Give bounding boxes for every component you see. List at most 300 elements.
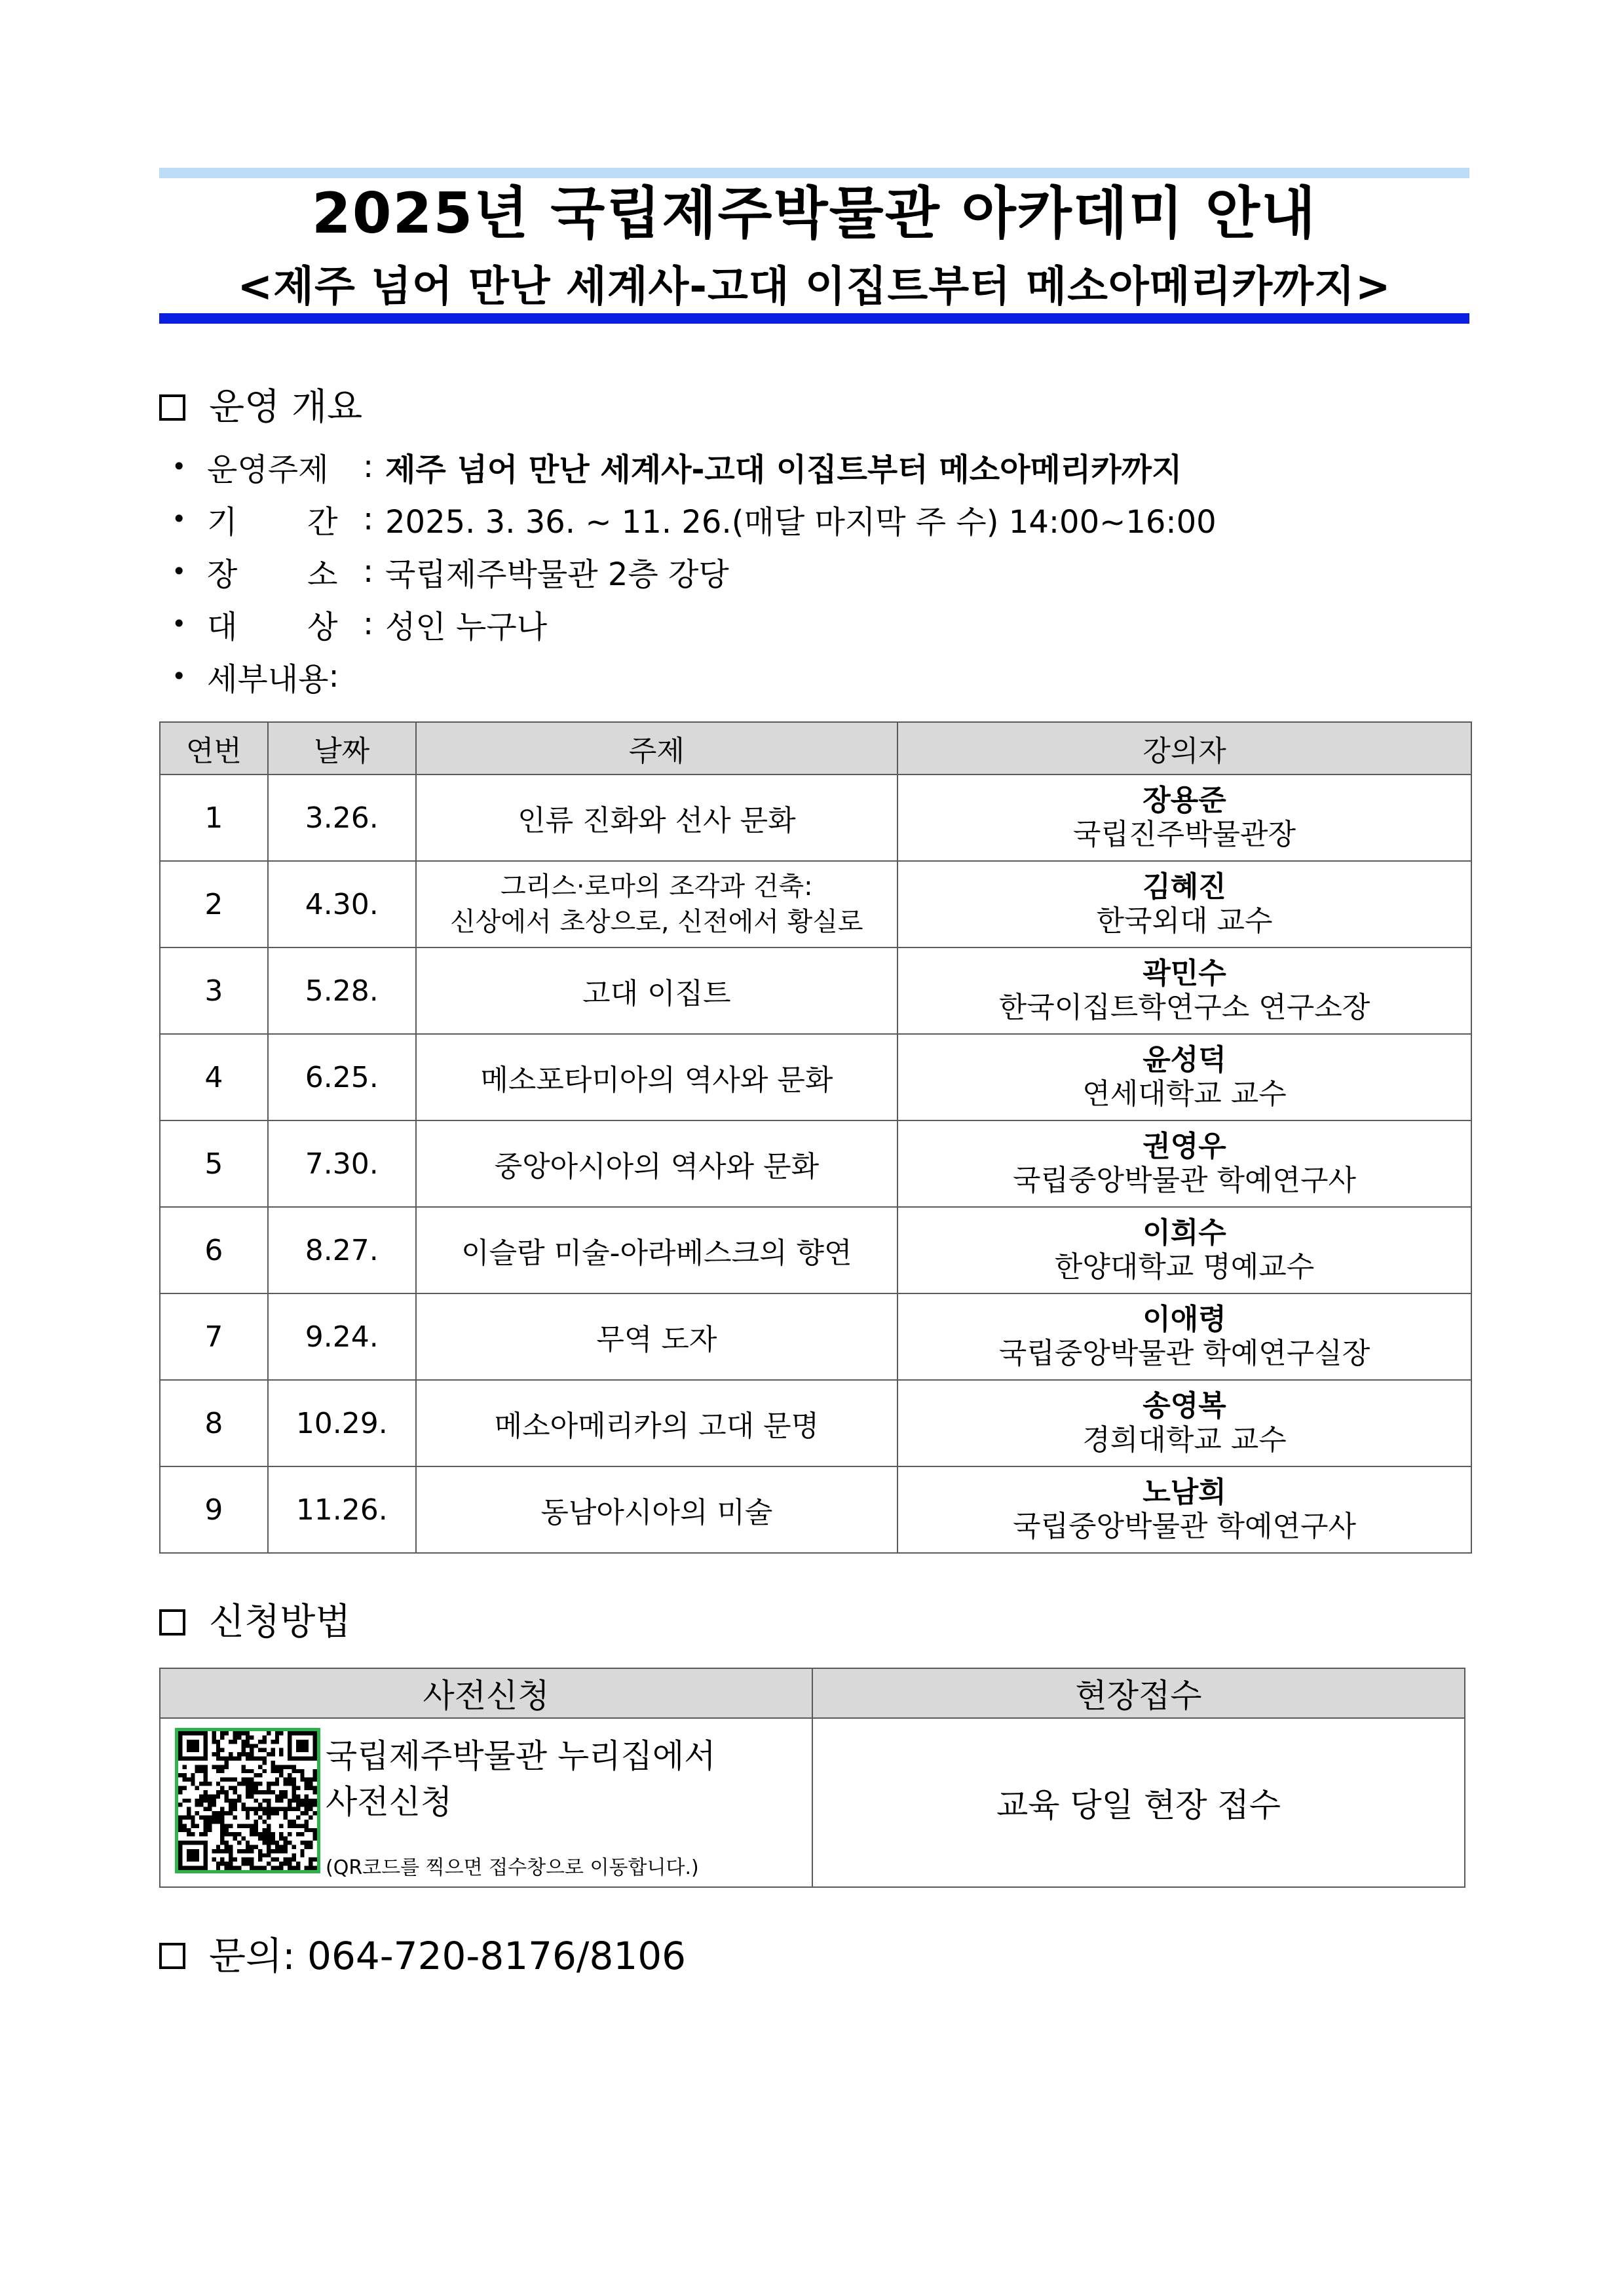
qr-module <box>204 1794 208 1798</box>
qr-module <box>313 1740 317 1744</box>
overview-colon: : <box>363 448 374 485</box>
qr-module <box>233 1866 237 1870</box>
qr-module <box>241 1778 245 1782</box>
qr-module <box>309 1858 312 1862</box>
qr-module <box>195 1841 199 1845</box>
overview-item-place <box>172 545 1469 598</box>
overview-colon: : <box>328 658 339 695</box>
contact-phone[interactable]: 064-720-8176/8106 <box>307 1934 687 1978</box>
lecturer-name: 권영우 <box>1142 1130 1226 1163</box>
cell-topic: 중앙아시아의 역사와 문화 <box>416 1120 897 1207</box>
cell-no: 3 <box>160 947 268 1034</box>
qr-module <box>216 1782 220 1786</box>
qr-module <box>258 1837 262 1841</box>
qr-module <box>220 1731 224 1735</box>
qr-module <box>262 1832 266 1836</box>
qr-module <box>225 1731 229 1735</box>
overview-label: 장 소 <box>207 556 338 593</box>
qr-module <box>241 1862 245 1866</box>
qr-module <box>262 1799 266 1803</box>
qr-module <box>241 1824 245 1827</box>
qr-module <box>267 1799 271 1803</box>
qr-module <box>267 1862 271 1866</box>
qr-module <box>262 1740 266 1744</box>
qr-module <box>216 1757 220 1761</box>
qr-module <box>220 1862 224 1866</box>
qr-module <box>309 1731 312 1735</box>
lecturer-name: 김혜진 <box>1142 870 1226 904</box>
bullet-dot-icon: • <box>172 662 187 691</box>
qr-module <box>267 1828 271 1832</box>
qr-module <box>305 1828 309 1832</box>
qr-module <box>220 1820 224 1824</box>
qr-module <box>296 1744 300 1748</box>
qr-module <box>195 1866 199 1870</box>
square-bullet-icon <box>159 1609 185 1636</box>
table-row <box>160 1293 1471 1380</box>
pre-registration-cell <box>160 1718 812 1887</box>
qr-module <box>254 1757 258 1761</box>
qr-module <box>178 1752 182 1756</box>
qr-module <box>212 1803 216 1807</box>
qr-module <box>237 1782 241 1786</box>
qr-module <box>267 1790 271 1794</box>
qr-module <box>191 1773 195 1777</box>
qr-module <box>288 1807 292 1811</box>
qr-module <box>216 1740 220 1744</box>
table-row <box>160 1207 1471 1293</box>
qr-module <box>208 1815 212 1819</box>
square-bullet-icon <box>159 394 185 421</box>
qr-module <box>229 1757 233 1761</box>
qr-module <box>204 1824 208 1827</box>
qr-module <box>195 1853 199 1857</box>
qr-module <box>208 1799 212 1803</box>
qr-module <box>220 1832 224 1836</box>
qr-module <box>288 1803 292 1807</box>
qr-module <box>292 1799 295 1803</box>
qr-module <box>178 1815 182 1819</box>
qr-module <box>241 1752 245 1756</box>
qr-module <box>275 1794 279 1798</box>
qr-module <box>292 1858 295 1862</box>
qr-module <box>220 1811 224 1815</box>
qr-module <box>305 1811 309 1815</box>
cell-topic: 메소포타미아의 역사와 문화 <box>416 1034 897 1120</box>
overview-colon: : <box>363 553 374 590</box>
qr-module <box>182 1799 186 1803</box>
qr-module <box>187 1858 191 1862</box>
qr-note: (QR코드를 찍으면 접수창으로 이동합니다.) <box>326 1856 699 1879</box>
qr-module <box>233 1735 237 1739</box>
qr-module <box>305 1731 309 1735</box>
qr-module <box>292 1778 295 1782</box>
qr-module <box>199 1794 203 1798</box>
qr-module <box>216 1769 220 1773</box>
qr-module <box>250 1832 254 1836</box>
cell-date: 9.24. <box>268 1293 416 1380</box>
qr-module <box>267 1782 271 1786</box>
lecturer-name: 노남희 <box>1142 1476 1226 1509</box>
qr-module <box>292 1790 295 1794</box>
qr-module <box>279 1752 283 1756</box>
qr-module <box>284 1790 288 1794</box>
qr-module <box>309 1866 312 1870</box>
qr-module <box>284 1837 288 1841</box>
qr-module <box>187 1811 191 1815</box>
qr-module <box>246 1769 250 1773</box>
qr-module <box>233 1815 237 1819</box>
cell-no: 5 <box>160 1120 268 1207</box>
cell-topic: 고대 이집트 <box>416 947 897 1034</box>
qr-module <box>258 1765 262 1769</box>
qr-module <box>305 1757 309 1761</box>
qr-module <box>284 1815 288 1819</box>
qr-module <box>275 1740 279 1744</box>
qr-module <box>212 1811 216 1815</box>
cell-lecturer <box>897 1034 1471 1120</box>
qr-module <box>212 1815 216 1819</box>
schedule-header-row <box>160 722 1471 775</box>
overview-heading <box>159 381 362 434</box>
qr-module <box>216 1765 220 1769</box>
qr-module <box>275 1849 279 1853</box>
qr-module <box>195 1757 199 1761</box>
qr-module <box>204 1765 208 1769</box>
qr-module <box>267 1803 271 1807</box>
qr-module <box>254 1744 258 1748</box>
qr-module <box>195 1811 199 1815</box>
table-row <box>160 947 1471 1034</box>
qr-module <box>204 1845 208 1848</box>
qr-module <box>275 1866 279 1870</box>
qr-module <box>237 1799 241 1803</box>
qr-module <box>309 1778 312 1782</box>
contact-line <box>159 1930 686 1982</box>
qr-module <box>262 1841 266 1845</box>
qr-module <box>271 1761 274 1765</box>
column-header-date: 날짜 <box>268 722 416 775</box>
qr-module <box>305 1794 309 1798</box>
cell-lecturer <box>897 775 1471 861</box>
topic-line-2: 신상에서 초상으로, 신전에서 황실로 <box>450 907 863 937</box>
qr-module <box>300 1832 304 1836</box>
qr-module <box>187 1832 191 1836</box>
qr-module <box>195 1748 199 1752</box>
qr-module <box>279 1773 283 1777</box>
qr-module <box>246 1824 250 1827</box>
qr-module <box>204 1849 208 1853</box>
qr-module <box>237 1849 241 1853</box>
application-table <box>159 1668 1465 1888</box>
qr-module <box>233 1807 237 1811</box>
qr-module <box>305 1866 309 1870</box>
qr-module <box>178 1803 182 1807</box>
qr-module <box>191 1858 195 1862</box>
qr-module <box>262 1837 266 1841</box>
qr-module <box>309 1862 312 1866</box>
bullet-dot-icon: • <box>172 452 187 481</box>
qr-module <box>271 1841 274 1845</box>
qr-module <box>216 1815 220 1819</box>
qr-module <box>246 1845 250 1848</box>
qr-module <box>309 1757 312 1761</box>
qr-module <box>313 1790 317 1794</box>
overview-list <box>172 440 1469 702</box>
qr-module <box>191 1740 195 1744</box>
qr-module <box>313 1866 317 1870</box>
application-heading-text: 신청방법 <box>209 1601 351 1643</box>
qr-module <box>187 1841 191 1845</box>
qr-module <box>229 1824 233 1827</box>
qr-module <box>178 1849 182 1853</box>
qr-module <box>220 1786 224 1790</box>
qr-module <box>288 1866 292 1870</box>
overview-item-period <box>172 493 1469 545</box>
qr-module <box>254 1845 258 1848</box>
qr-module <box>204 1799 208 1803</box>
cell-no: 6 <box>160 1207 268 1293</box>
qr-module <box>300 1769 304 1773</box>
qr-module <box>229 1799 233 1803</box>
qr-module <box>254 1824 258 1827</box>
qr-module <box>288 1862 292 1866</box>
qr-module <box>296 1786 300 1790</box>
qr-module <box>309 1815 312 1819</box>
lecturer-name: 장용준 <box>1142 784 1226 817</box>
qr-module <box>267 1845 271 1848</box>
qr-module <box>220 1790 224 1794</box>
qr-code-icon[interactable] <box>175 1728 320 1873</box>
qr-module <box>191 1841 195 1845</box>
qr-module <box>182 1773 186 1777</box>
qr-module <box>296 1815 300 1819</box>
contact-label: 문의 <box>209 1934 283 1978</box>
qr-module <box>271 1811 274 1815</box>
overview-colon: : <box>363 501 374 537</box>
qr-module <box>178 1786 182 1790</box>
qr-module <box>258 1832 262 1836</box>
qr-module <box>212 1858 216 1862</box>
qr-module <box>208 1824 212 1827</box>
qr-module <box>279 1862 283 1866</box>
qr-module <box>288 1765 292 1769</box>
qr-module <box>246 1790 250 1794</box>
qr-module <box>199 1799 203 1803</box>
qr-module <box>187 1744 191 1748</box>
qr-module <box>305 1803 309 1807</box>
qr-module <box>225 1811 229 1815</box>
qr-module <box>220 1765 224 1769</box>
qr-module <box>178 1744 182 1748</box>
qr-module <box>191 1849 195 1853</box>
qr-module <box>237 1752 241 1756</box>
qr-module <box>271 1832 274 1836</box>
qr-module <box>212 1794 216 1798</box>
qr-module <box>300 1748 304 1752</box>
qr-module <box>241 1740 245 1744</box>
table-row <box>160 861 1471 947</box>
qr-module <box>204 1790 208 1794</box>
cell-topic <box>416 861 897 947</box>
qr-module <box>191 1757 195 1761</box>
qr-module <box>233 1837 237 1841</box>
qr-module <box>225 1828 229 1832</box>
qr-module <box>313 1769 317 1773</box>
qr-module <box>258 1773 262 1777</box>
qr-module <box>296 1832 300 1836</box>
qr-module <box>195 1786 199 1790</box>
qr-module <box>208 1803 212 1807</box>
overview-value: 성인 누구나 <box>385 608 548 645</box>
qr-module <box>275 1778 279 1782</box>
qr-module <box>284 1765 288 1769</box>
qr-module <box>199 1841 203 1845</box>
qr-module <box>275 1841 279 1845</box>
qr-module <box>292 1845 295 1848</box>
qr-module <box>187 1849 191 1853</box>
qr-module <box>267 1832 271 1836</box>
qr-module <box>187 1731 191 1735</box>
cell-lecturer <box>897 1120 1471 1207</box>
qr-module <box>254 1786 258 1790</box>
qr-module <box>271 1765 274 1769</box>
qr-module <box>212 1799 216 1803</box>
qr-module <box>254 1790 258 1794</box>
qr-module <box>271 1807 274 1811</box>
qr-module <box>191 1782 195 1786</box>
qr-module <box>220 1769 224 1773</box>
qr-module <box>204 1740 208 1744</box>
lecturer-affiliation: 한국외대 교수 <box>1096 904 1273 938</box>
qr-module <box>220 1841 224 1845</box>
qr-module <box>229 1849 233 1853</box>
qr-module <box>199 1757 203 1761</box>
qr-module <box>313 1799 317 1803</box>
qr-module <box>216 1845 220 1848</box>
qr-module <box>182 1828 186 1832</box>
qr-module <box>178 1735 182 1739</box>
qr-module <box>246 1782 250 1786</box>
qr-module <box>296 1824 300 1827</box>
qr-module <box>292 1769 295 1773</box>
qr-module <box>300 1778 304 1782</box>
qr-module <box>237 1731 241 1735</box>
qr-module <box>191 1866 195 1870</box>
qr-module <box>254 1811 258 1815</box>
qr-module <box>199 1731 203 1735</box>
qr-module <box>271 1782 274 1786</box>
qr-module <box>267 1815 271 1819</box>
qr-module <box>296 1862 300 1866</box>
qr-module <box>187 1757 191 1761</box>
qr-module <box>204 1807 208 1811</box>
qr-module <box>313 1731 317 1735</box>
qr-module <box>195 1799 199 1803</box>
qr-module <box>296 1794 300 1798</box>
overview-value: 제주 넘어 만난 세계사-고대 이집트부터 메소아메리카까지 <box>385 451 1182 488</box>
cell-topic: 동남아시아의 미술 <box>416 1466 897 1553</box>
qr-module <box>279 1769 283 1773</box>
qr-module <box>204 1866 208 1870</box>
qr-module <box>279 1832 283 1836</box>
qr-module <box>267 1752 271 1756</box>
qr-module <box>279 1799 283 1803</box>
overview-item-target <box>172 598 1469 650</box>
cell-lecturer <box>897 861 1471 947</box>
qr-module <box>284 1782 288 1786</box>
qr-module <box>313 1744 317 1748</box>
qr-module <box>284 1845 288 1848</box>
qr-module <box>292 1765 295 1769</box>
qr-module <box>220 1735 224 1739</box>
overview-heading-text: 운영 개요 <box>209 386 363 429</box>
qr-module <box>204 1735 208 1739</box>
qr-module <box>241 1803 245 1807</box>
lecturer-affiliation: 한국이집트학연구소 연구소장 <box>998 991 1370 1024</box>
qr-module <box>233 1858 237 1862</box>
qr-module <box>262 1761 266 1765</box>
qr-module <box>250 1748 254 1752</box>
qr-module <box>267 1811 271 1815</box>
qr-module <box>271 1748 274 1752</box>
qr-module <box>305 1845 309 1848</box>
qr-module <box>309 1845 312 1848</box>
qr-module <box>233 1778 237 1782</box>
qr-module <box>220 1748 224 1752</box>
qr-module <box>262 1866 266 1870</box>
qr-module <box>233 1799 237 1803</box>
qr-module <box>288 1748 292 1752</box>
qr-module <box>292 1731 295 1735</box>
qr-module <box>284 1841 288 1845</box>
qr-module <box>305 1841 309 1845</box>
qr-module <box>178 1748 182 1752</box>
qr-module <box>292 1824 295 1827</box>
qr-module <box>288 1858 292 1862</box>
qr-module <box>267 1853 271 1857</box>
qr-module <box>229 1752 233 1756</box>
lecturer-affiliation: 국립중앙박물관 학예연구실장 <box>998 1337 1370 1370</box>
pre-registration-text: 국립제주박물관 누리집에서 사전신청 <box>326 1737 716 1821</box>
qr-module <box>292 1794 295 1798</box>
qr-module <box>267 1841 271 1845</box>
qr-module <box>284 1811 288 1815</box>
qr-module <box>195 1731 199 1735</box>
qr-module <box>246 1744 250 1748</box>
qr-module <box>313 1778 317 1782</box>
qr-module <box>292 1853 295 1857</box>
qr-module <box>204 1815 208 1819</box>
qr-module <box>300 1757 304 1761</box>
qr-module <box>246 1811 250 1815</box>
qr-module <box>309 1799 312 1803</box>
table-row <box>160 1120 1471 1207</box>
qr-module <box>216 1748 220 1752</box>
topic-line-1: 그리스·로마의 조각과 건축: <box>500 871 813 902</box>
qr-module <box>275 1765 279 1769</box>
qr-module <box>271 1866 274 1870</box>
qr-module <box>204 1782 208 1786</box>
lecturer-name: 이애령 <box>1142 1303 1226 1336</box>
qr-module <box>233 1740 237 1744</box>
qr-module <box>204 1773 208 1777</box>
cell-no: 8 <box>160 1380 268 1466</box>
qr-module <box>258 1757 262 1761</box>
qr-module <box>182 1786 186 1790</box>
qr-module <box>300 1849 304 1853</box>
lecturer-affiliation: 국립중앙박물관 학예연구사 <box>1012 1164 1356 1197</box>
